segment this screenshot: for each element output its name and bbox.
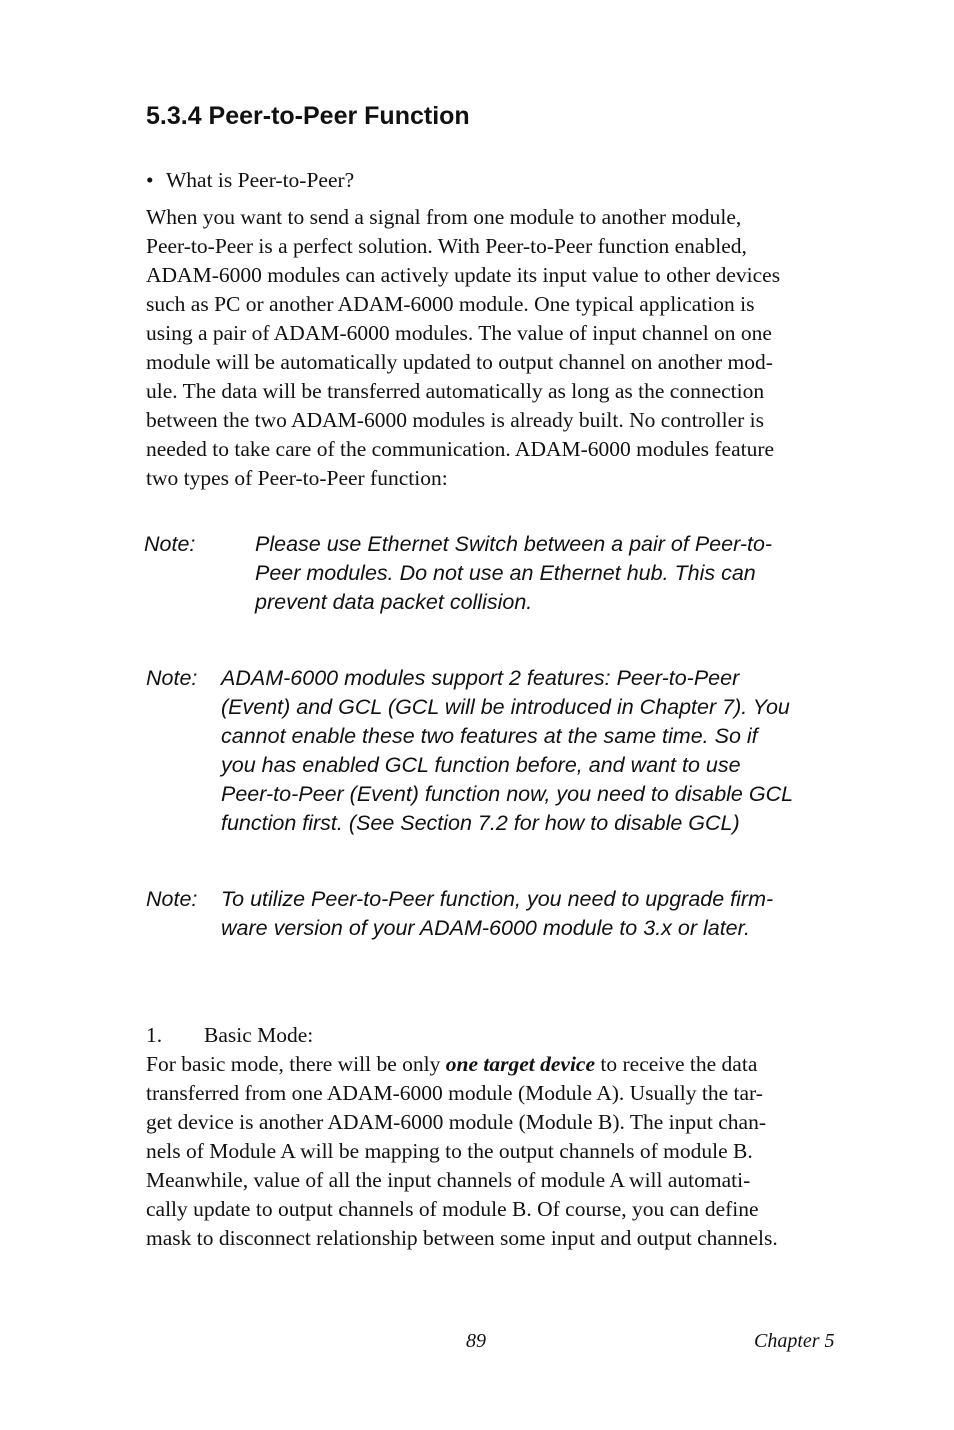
note-label: Note: bbox=[144, 532, 196, 556]
note-line: To utilize Peer-to-Peer function, you need to upgrade firm- bbox=[221, 887, 774, 911]
paragraph-line: mask to disconnect relationship between some input and output channels. bbox=[146, 1226, 778, 1250]
note-line: cannot enable these two features at the same time. So if bbox=[221, 724, 758, 748]
item-title: Basic Mode: bbox=[204, 1023, 314, 1047]
note-line: ADAM-6000 modules support 2 features: Peer-to-Peer bbox=[221, 666, 740, 690]
paragraph-line: Peer-to-Peer is a perfect solution. With Peer-to-Peer function enabled, bbox=[146, 234, 747, 258]
note-line: Peer-to-Peer (Event) function now, you need to disable GCL bbox=[221, 782, 794, 806]
note-line: (Event) and GCL (GCL will be introduced in Chapter 7). You bbox=[221, 695, 790, 719]
note-body bbox=[255, 530, 772, 617]
paragraph-line: transferred from one ADAM-6000 module (Module A). Usually the tar- bbox=[146, 1081, 763, 1105]
emphasis-text: one target device bbox=[445, 1052, 596, 1076]
paragraph-line: get device is another ADAM-6000 module (Module B). The input chan- bbox=[146, 1110, 766, 1134]
paragraph-line bbox=[146, 1050, 866, 1079]
paragraph-text: For basic mode, there will be only bbox=[146, 1052, 446, 1076]
bullet-item bbox=[146, 166, 354, 195]
paragraph-line: needed to take care of the communication. ADAM-6000 modules feature bbox=[146, 437, 775, 461]
note-label: Note: bbox=[146, 666, 198, 690]
section-heading: 5.3.4 Peer-to-Peer Function bbox=[146, 102, 470, 130]
paragraph-line: ADAM-6000 modules can actively update its input value to other devices bbox=[146, 263, 781, 287]
bullet-symbol: • bbox=[146, 168, 154, 192]
page-number: 89 bbox=[466, 1330, 486, 1352]
paragraph-line: When you want to send a signal from one module to another module, bbox=[146, 205, 742, 229]
paragraph-line: two types of Peer-to-Peer function: bbox=[146, 466, 448, 490]
paragraph-line: such as PC or another ADAM-6000 module. One typical application is bbox=[146, 292, 755, 316]
paragraph-line: between the two ADAM-6000 modules is already built. No controller is bbox=[146, 408, 765, 432]
note-line: Please use Ethernet Switch between a pair of Peer-to- bbox=[255, 532, 773, 556]
paragraph-text: to receive the data bbox=[595, 1052, 758, 1076]
note-body bbox=[221, 664, 793, 838]
intro-paragraph bbox=[146, 203, 866, 493]
paragraph-line: Meanwhile, value of all the input channels of module A will automati- bbox=[146, 1168, 751, 1192]
note-line: ware version of your ADAM-6000 module to 3.x or later. bbox=[221, 916, 750, 940]
note-line: Peer modules. Do not use an Ethernet hub. This can bbox=[255, 561, 756, 585]
basic-mode-paragraph bbox=[146, 1050, 866, 1253]
paragraph-line: module will be automatically updated to output channel on another mod- bbox=[146, 350, 773, 374]
note-body bbox=[221, 885, 773, 943]
paragraph-line: using a pair of ADAM-6000 modules. The value of input channel on one bbox=[146, 321, 772, 345]
note-line: function first. (See Section 7.2 for how to disable GCL) bbox=[221, 811, 740, 835]
paragraph-line: ule. The data will be transferred automatically as long as the connection bbox=[146, 379, 765, 403]
note-label: Note: bbox=[146, 887, 198, 911]
paragraph-line: cally update to output channels of module B. Of course, you can define bbox=[146, 1197, 759, 1221]
numbered-item-basic-mode bbox=[146, 1021, 313, 1050]
bullet-text: What is Peer-to-Peer? bbox=[166, 168, 355, 192]
note-line: you has enabled GCL function before, and want to use bbox=[221, 753, 741, 777]
chapter-label: Chapter 5 bbox=[754, 1330, 835, 1352]
note-line: prevent data packet collision. bbox=[255, 590, 533, 614]
item-number: 1. bbox=[146, 1023, 163, 1047]
paragraph-line: nels of Module A will be mapping to the output channels of module B. bbox=[146, 1139, 753, 1163]
